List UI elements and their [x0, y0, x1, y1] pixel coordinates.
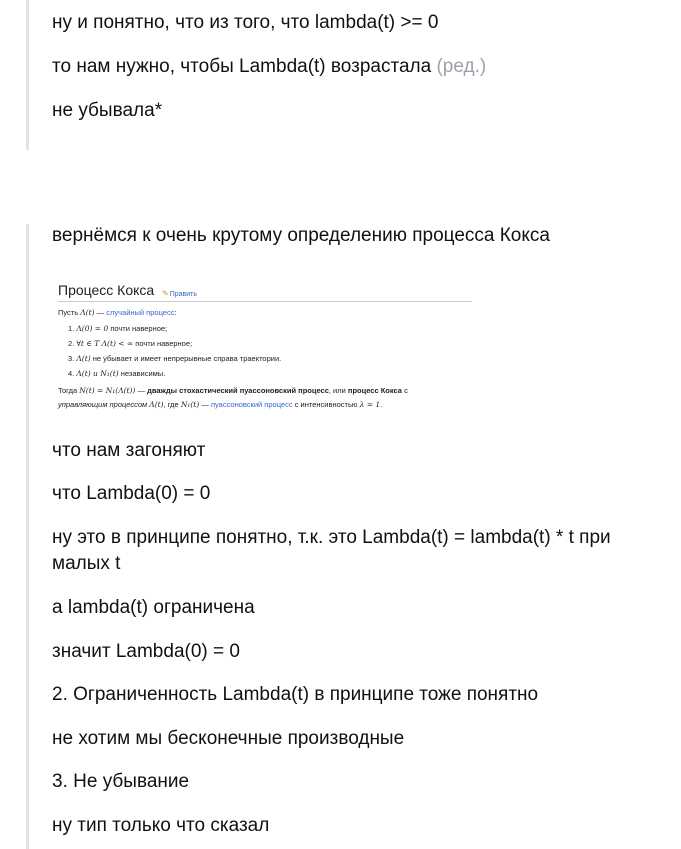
wiki-item-text: независимы.	[120, 369, 166, 378]
message-9: 2. Ограниченность Lambda(t) в принципе тоже понятно	[52, 684, 539, 705]
wiki-item-2	[68, 339, 192, 348]
wiki-then-math: N(t) = N₁(Λ(t))	[79, 386, 136, 395]
wiki-line2-math3: λ = 1	[359, 400, 381, 409]
wiki-line2-italic: управляющим процессом	[58, 400, 148, 409]
wiki-item-num: 1.	[68, 324, 75, 333]
message-11: 3. Не убывание	[52, 771, 190, 792]
wiki-line2-tail: с интенсивностью	[294, 400, 358, 409]
wiki-item-num: 4.	[68, 369, 75, 378]
wiki-let-math: Λ(t)	[80, 308, 95, 317]
quote-bar-2	[26, 224, 29, 849]
wiki-then-bold2: процесс Кокса	[347, 386, 402, 395]
wiki-item-math: ∀t ∈ T Λ(t) < ∞	[76, 339, 134, 348]
message-7: а lambda(t) ограничена	[52, 597, 255, 618]
pencil-icon: ✎	[162, 289, 169, 298]
wiki-item-text: не убывает и имеет непрерывные справа траектории.	[92, 354, 282, 363]
wiki-line2-dash: —	[201, 400, 209, 409]
wiki-item-text: почти наверное;	[135, 339, 193, 348]
wiki-item-num: 2.	[68, 339, 75, 348]
wiki-let-colon: :	[174, 308, 177, 317]
wiki-let-prefix: Пусть	[58, 308, 79, 317]
message-10: не хотим мы бесконечные производные	[52, 728, 405, 749]
message-4: что нам загоняют	[52, 440, 206, 461]
wiki-then-prefix: Тогда	[58, 386, 78, 395]
quote-bar-1	[26, 0, 29, 150]
wiki-line2-where: , где	[163, 400, 179, 409]
wiki-poisson-process-link[interactable]: пуассоновский процесс	[210, 400, 293, 409]
wiki-title-divider	[58, 301, 472, 302]
wiki-item-1	[68, 324, 167, 333]
wiki-line2	[58, 400, 382, 409]
wiki-item-math: Λ(0) = 0	[76, 324, 109, 333]
message-3: не убывала*	[52, 100, 163, 121]
wiki-then-suffix: с	[404, 386, 408, 395]
message-8: значит Lambda(0) = 0	[52, 641, 240, 662]
wiki-let-dash: —	[96, 308, 105, 317]
wiki-random-process-link[interactable]: случайный процесс	[106, 308, 175, 317]
wiki-title: Процесс Кокса	[58, 282, 155, 298]
wiki-item-num: 3.	[68, 354, 75, 363]
message-2-text: то нам нужно, чтобы Lambda(t) возрастала	[52, 56, 432, 77]
wiki-then-bold: дважды стохастический пуассоновский процесс	[147, 386, 329, 395]
wiki-line2-math2: N₁(t)	[180, 400, 200, 409]
wiki-item-4	[68, 369, 165, 378]
wiki-edit-label: Править	[169, 291, 198, 298]
wiki-edit-link[interactable]	[162, 289, 197, 298]
wiki-item-text: почти наверное;	[110, 324, 168, 333]
message-1: ну и понятно, что из того, что lambda(t) >= 0	[52, 12, 439, 33]
wiki-screenshot[interactable]	[52, 276, 476, 416]
message-2	[52, 54, 486, 80]
wiki-then-dash: —	[137, 386, 145, 395]
message-6: ну это в принципе понятно, т.к. это Lambda(t) = lambda(t) * t при малых t	[52, 527, 611, 574]
wiki-item-math: Λ(t) и N₁(t)	[76, 369, 119, 378]
wiki-then-line	[58, 386, 408, 395]
message-12: ну тип только что сказал	[52, 815, 270, 836]
wiki-let-line	[58, 308, 177, 317]
message-intro: вернёмся к очень крутому определению процесса Кокса	[52, 225, 550, 246]
message-5: что Lambda(0) = 0	[52, 483, 211, 504]
wiki-line2-math: Λ(t)	[149, 400, 164, 409]
wiki-item-3	[68, 354, 281, 363]
edited-label[interactable]: (ред.)	[436, 56, 487, 77]
wiki-then-mid: , или	[328, 386, 346, 395]
wiki-line2-end: .	[380, 400, 383, 409]
wiki-item-math: Λ(t)	[76, 354, 91, 363]
